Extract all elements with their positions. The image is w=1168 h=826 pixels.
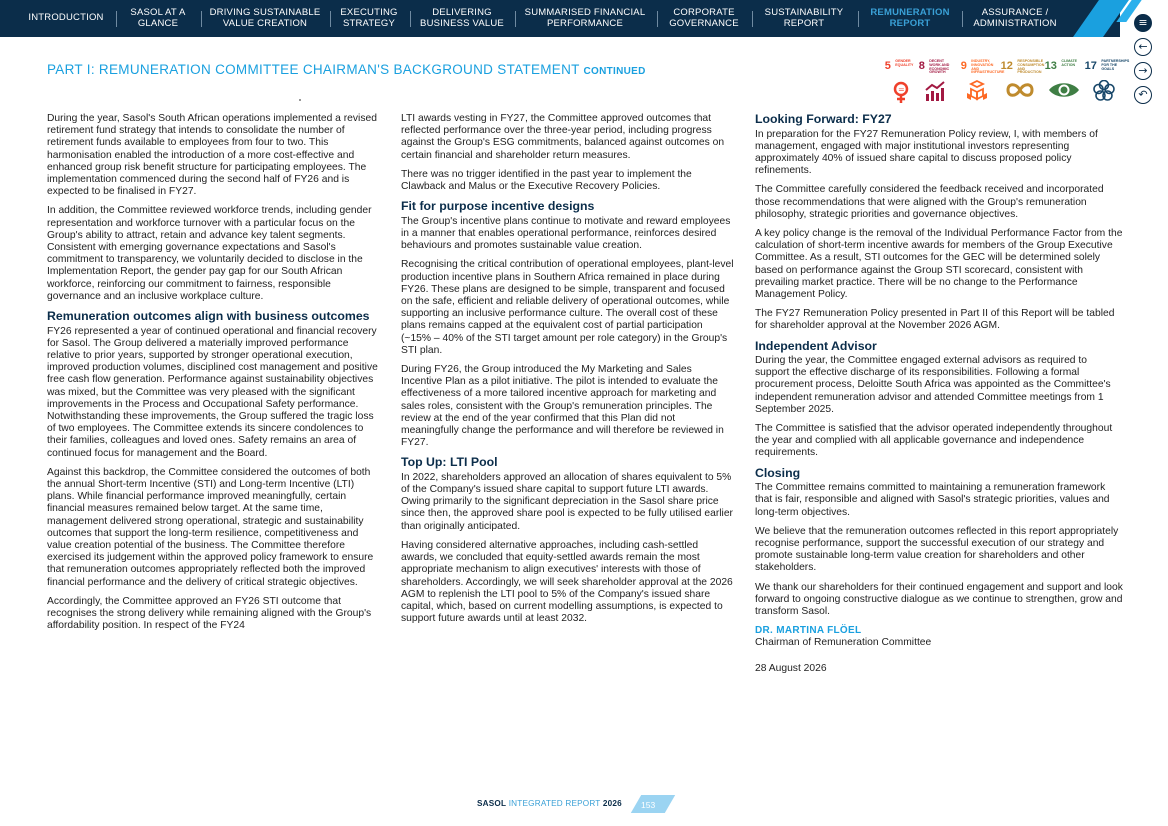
section-heading: Independent Advisor [755,338,877,353]
sdg-label: DECENT WORK AND ECONOMIC GROWTH [929,59,950,75]
nav-sustainability-report[interactable]: SUSTAINABILITY REPORT [764,7,844,29]
section-heading: Looking Forward: FY27 [755,112,892,126]
paragraph: The Committee remains committed to maintaining a remuneration framework that is fair, responsible and aligned with Sasol's strategic priorities, values and long-term objectives. [755,482,1110,518]
nav-divider [752,11,753,27]
footer-year: 2026 [602,799,622,808]
footer-brand-name: SASOL [477,799,507,808]
paragraph: During FY26, the Group introduced the My Marketing and Sales Incentive Plan as a pilot initiative. The pilot is intended to evaluate the effectiveness of a more tailored incentive approach for marketing and sales roles, consistent with the Group's remuneration principles. The review at the end of the year confirmed that this Plan did not meaningfully change the performance and will therefore be reviewed in FY27. [401,363,724,449]
sdg-label: GENDER EQUALITY [895,59,914,67]
partnership-flower-icon [1093,80,1115,102]
arrow-left-icon[interactable]: ← [1134,38,1152,56]
paragraph: Having considered alternative approaches, including cash-settled awards, we concluded that equity-settled awards remain the most appropriate mechanism to align executives' interests with those of shareholders. Accordingly, we will seek shareholder approval at the 2026 AGM to replenish the LTI pool to 5% of the Company's issued share capital, which, based on current modelling assumptions, is expected to support future awards until at least 2032. [401,539,733,625]
gender-equality-icon [890,80,912,104]
nav-introduction[interactable]: INTRODUCTION [28,12,104,24]
column-1 [47,113,380,639]
paragraph: We believe that the remuneration outcomes reflected in this report appropriately recognise performance, support the successful execution of our strategy and promote sustainable long-term value creation for shareholders and other stakeholders. [755,525,1119,574]
paragraph: In preparation for the FY27 Remuneration Policy review, I, with members of management, engaged with major institutional investors representing approximately 40% of issued share capital to discuss proposed policy refinements. [755,128,1098,177]
paragraph: We thank our shareholders for their continued engagement and support and look forward to ongoing constructive dialogue as we continue to strengthen, grow and transform Sasol. [755,581,1123,617]
climate-eye-icon [1048,80,1080,100]
paragraph: During the year, Sasol's South African operations implemented a revised retirement fund strategy that intends to consolidate the number of retirement funds available to employees from four to two. This harmonisation enabled the introduction of a more cost-effective and enhanced group risk benefit structure for participating employees. The implementation commenced during the second half of FY26 and is expected to be finalised in FY27. [47,113,377,198]
sdg-9-industry-innovation [957,59,1005,104]
footer-report-label: INTEGRATED REPORT [506,799,603,808]
paragraph: In 2022, shareholders approved an allocation of shares equivalent to 5% of the Company's issued share capital to support future LTI awards. Owing primarily to the significant depreciation in the Sasol share price since then, the approved share pool is expected to be fully utilised earlier than originally anticipated. [401,471,733,532]
signatory-role: Chairman of Remuneration Committee [755,637,932,649]
sdg-8-decent-work [915,60,955,104]
arrow-right-icon[interactable]: → [1134,62,1152,80]
paragraph: Against this backdrop, the Committee considered the outcomes of both the annual Short-term Incentive (STI) and Long-term Incentive (LTI) plans. While financial performance improved meaningfully, certain financial measures remained below target. At the same time, management delivered strong operational, strategic and sustainability outcomes that support the long-term resilience, competitiveness and value creation potential of the business. The Committee therefore exercised its judgement within the approved policy framework to ensure that remuneration outcomes appropriately reflected both the improved financial performance and the delivery of critical strategic objectives. [47,466,374,588]
decorative-dot [299,99,301,101]
signature-date: 28 August 2026 [755,663,827,675]
svg-text:=: = [898,85,905,94]
growth-chart-icon [924,80,946,102]
footer-brand [477,799,622,808]
nav-divider [201,11,202,27]
paragraph: Recognising the critical contribution of operational employees, plant-level production incentive plans in Southern Africa remained in place during FY26. These plans are designed to be simple, transparent and focused on the safe, efficient and reliable delivery of operational outcomes, while supporting an inclusive performance culture. The overall cost of these plans remains capped at the equivalent cost of partial participation (~15% – 40% of the STI target amount per role category) in the Group's STI plan. [401,259,734,356]
page-title-suffix: CONTINUED [583,66,646,77]
nav-remuneration-report[interactable]: REMUNERATION REPORT [870,7,950,29]
sdg-label: RESPONSIBLE CONSUMPTION AND PRODUCTION [1017,59,1045,75]
section-heading: Top Up: LTI Pool [401,455,498,470]
page-title [47,62,646,77]
signatory-name: DR. MARTINA FLÖEL [755,625,862,637]
nav-divider [657,11,658,27]
sdg-12-responsible-consumption [1000,59,1045,104]
nav-divider [515,11,516,27]
paragraph: There was no trigger identified in the past year to implement the Clawback and Malus or the Executive Recovery Policies. [401,168,692,193]
column-2 [401,113,734,632]
nav-summarised-financial-performance[interactable]: SUMMARISED FINANCIAL PERFORMANCE [524,7,646,29]
page-title-text: PART I: REMUNERATION COMMITTEE CHAIRMAN'S BACKGROUND STATEMENT [47,62,584,77]
sdg-13-climate-action [1044,60,1084,104]
sdg-label: INDUSTRY, INNOVATION AND INFRASTRUCTURE [971,59,1005,75]
nav-delivering-business-value[interactable]: DELIVERING BUSINESS VALUE [420,7,504,29]
innovation-cubes-icon [965,80,989,102]
page-number: 153 [641,800,656,810]
nav-divider [410,11,411,27]
nav-corporate-governance[interactable]: CORPORATE GOVERNANCE [669,7,739,29]
page-footer [0,799,1168,813]
top-navigation [0,0,1120,37]
section-heading: Closing [755,465,801,480]
paragraph: The Committee is satisfied that the advisor operated independently throughout the year and complied with all applicable governance and independence requirements. [755,423,1113,459]
nav-divider [330,11,331,27]
paragraph: During the year, the Committee engaged external advisors as required to support the effective discharge of its responsibilities. Following a formal procurement process, Deloitte South Africa was appointed as the Committee's independent remuneration advisor and attended Committee meetings from 1 September 2025. [755,355,1111,415]
sdg-number: 8 [918,60,925,72]
paragraph: Accordingly, the Committee approved an FY26 STI outcome that recognises the strong delivery while remaining aligned with the Group's affordability position. In respect of the FY24 [47,595,372,632]
sdg-number: 17 [1084,60,1097,72]
paragraph: The FY27 Remuneration Policy presented in Part II of this Report will be tabled for shareholder approval at the November 2026 AGM. [755,308,1115,332]
back-icon[interactable]: ↶ [1134,86,1152,104]
nav-divider [858,11,859,27]
paragraph: LTI awards vesting in FY27, the Committee approved outcomes that reflected performance over the three-year period, including progress against the Group's ESG commitments, balanced against outcomes on certain financial and shareholder return measures. [401,113,725,161]
paragraph: FY26 represented a year of continued operational and financial recovery for Sasol. The Group delivered a materially improved performance relative to prior years, supported by stronger operational execution, improved production volumes, disciplined cost management and positive free cash flow generation. Performance against sustainability objectives was mixed, but the Committee was very pleased with the significant improvements in the Process and Occupational Safety performance. Notwithstanding these improvements, the Group suffered the tragic loss of two employees. The Committee extends its sincere condolences to their families, colleagues and loved ones. Safety remains an area of continued focus for management and the Board. [47,325,378,459]
section-heading: Fit for purpose incentive designs [401,199,595,214]
sdg-label: CLIMATE ACTION [1061,59,1078,67]
section-heading: Remuneration outcomes align with business outcomes [47,309,370,324]
paragraph: A key policy change is the removal of the Individual Performance Factor from the calculation of short-term incentive awards for members of the Group Executive Committee. As a result, STI outcomes for the GEC will be determined solely based on performance against the Group STI scorecard, consistent with prevailing market practice. There will be no change to the Performance Management Policy. [755,227,1123,300]
paragraph: The Committee carefully considered the feedback received and incorporated those recommendations that were aligned with the Group's remuneration philosophy, strategic priorities and governance objectives. [755,184,1104,220]
sdg-number: 12 [1000,60,1013,72]
nav-driving-sustainable-value-creation[interactable]: DRIVING SUSTAINABLE VALUE CREATION [209,7,321,29]
nav-assurance-administration[interactable]: ASSURANCE / ADMINISTRATION [973,7,1057,29]
nav-executing-strategy[interactable]: EXECUTING STRATEGY [340,7,398,29]
sdg-17-partnerships [1084,59,1130,104]
paragraph: The Group's incentive plans continue to motivate and reward employees in a manner that enables operational performance, reinforces desired behaviours and promotes sustainable value creation. [401,215,731,252]
sdg-number: 9 [960,60,967,72]
nav-divider [962,11,963,27]
nav-sasol-at-a-glance[interactable]: SASOL AT A GLANCE [130,7,186,29]
column-3 [755,113,1123,676]
infinity-loop-icon [1005,80,1035,100]
sdg-label: PARTNERSHIPS FOR THE GOALS [1101,59,1130,71]
nav-divider [116,11,117,27]
sdg-number: 13 [1044,60,1057,72]
menu-icon[interactable]: ≡ [1134,14,1152,32]
paragraph: In addition, the Committee reviewed workforce trends, including gender representation and workforce turnover with a particular focus on the Group's ability to attract, retain and advance key talent segments. Consistent with emerging governance expectations and Sasol's commitment to transparency, we voluntarily decided to disclose in the Implementation Report, the gender pay gap for our South African workforce, reinforcing our commitment to fairness, responsible governance and an inclusive workplace culture. [47,205,372,302]
sdg-number: 5 [884,60,891,72]
